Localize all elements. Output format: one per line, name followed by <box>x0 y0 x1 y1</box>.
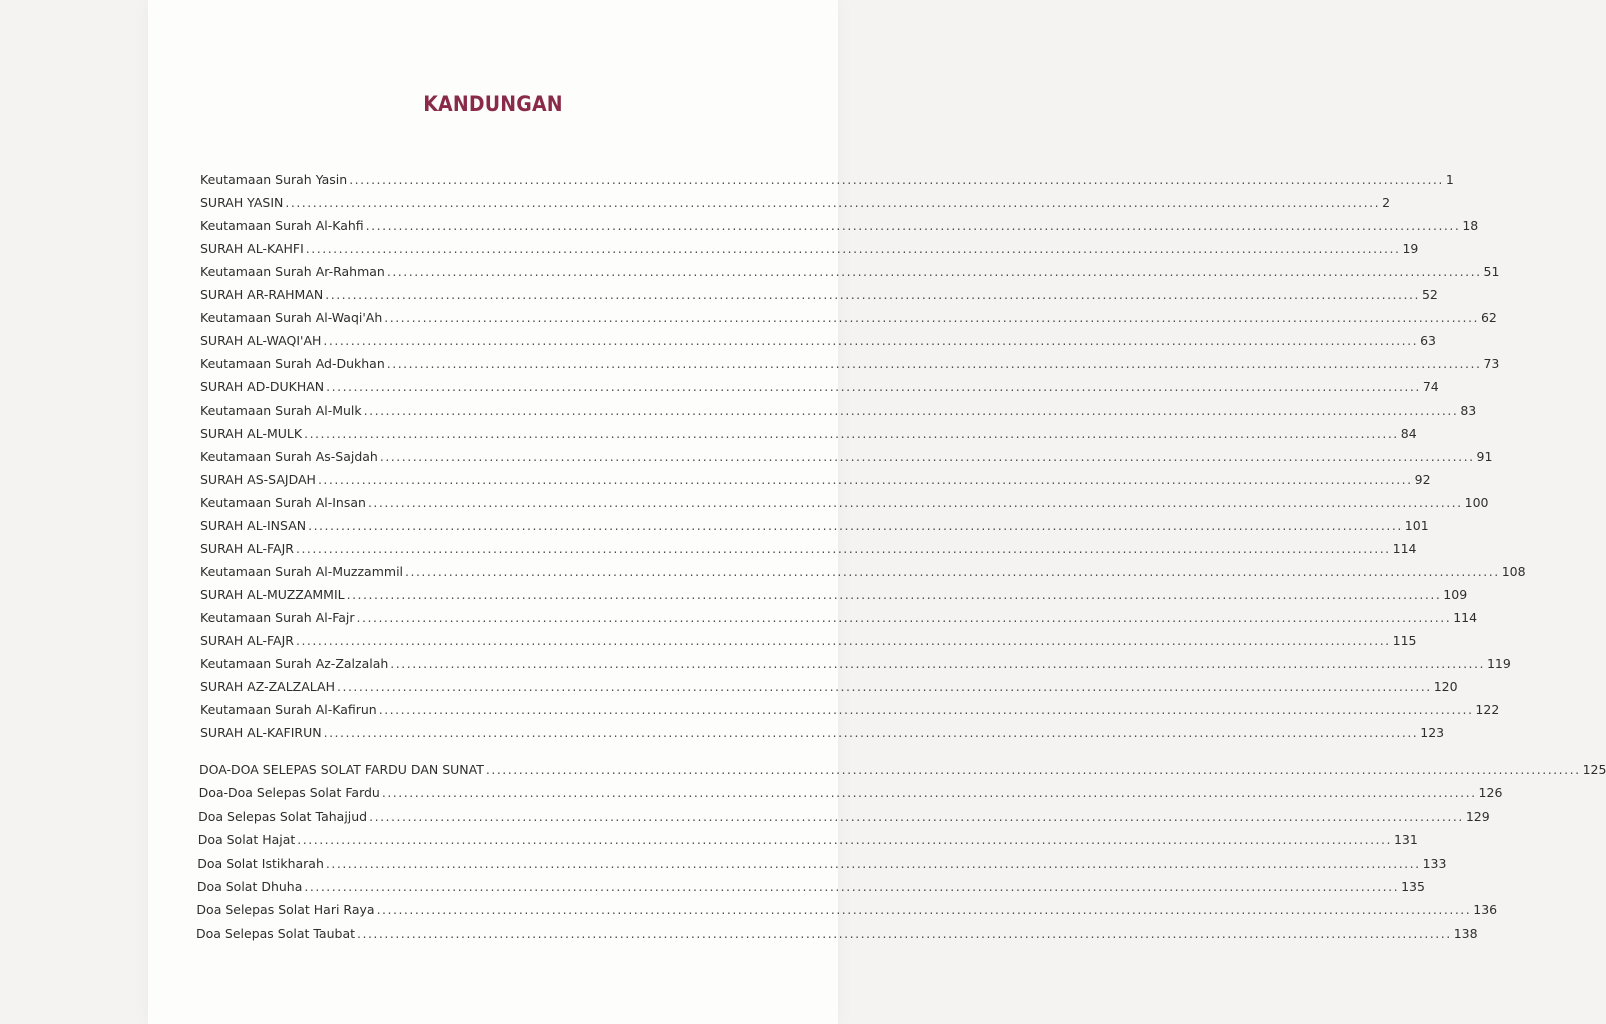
toc-page-number: 92 <box>1414 471 1431 487</box>
toc-dot-leader: ........................................................................................................................................................................................................ <box>295 633 1391 648</box>
toc-page-number: 138 <box>1453 925 1478 941</box>
toc-page-number: 83 <box>1460 402 1477 418</box>
toc-dot-leader: ........................................................................................................................................................................................................ <box>308 517 1403 533</box>
toc-entry-title: Doa-Doa Selepas Solat Fardu <box>198 785 380 801</box>
toc-entry-title: Keutamaan Surah Al-Muzzammil <box>200 563 404 579</box>
toc-dot-leader: ........................................................................................................................................................................................................ <box>305 241 1401 257</box>
toc-entry-title: Keutamaan Surah Al-Kahfi <box>200 218 364 234</box>
toc-entry-title: Keutamaan Surah Al-Mulk <box>200 402 362 418</box>
toc-entry <box>200 656 1511 672</box>
toc-page-number: 122 <box>1475 702 1500 718</box>
toc-page-number: 120 <box>1433 679 1458 695</box>
toc-dot-leader: ........................................................................................................................................................................................................ <box>337 679 1432 695</box>
toc-page-number: 2 <box>1382 195 1391 211</box>
toc-entry-title: SURAH AZ-ZALZALAH <box>200 679 335 695</box>
table-of-contents <box>148 0 1606 1024</box>
toc-dot-leader: ........................................................................................................................................................................................................ <box>325 855 1421 871</box>
toc-entry-title: Keutamaan Surah Al-Kafirun <box>200 702 377 718</box>
toc-entry-title: SURAH AL-WAQI'AH <box>200 333 322 349</box>
toc-dot-leader: ........................................................................................................................................................................................................ <box>323 725 1419 741</box>
toc-page-number: 91 <box>1476 448 1493 464</box>
toc-page-number: 135 <box>1401 879 1425 894</box>
toc-entry-title: SURAH AL-MULK <box>200 425 303 441</box>
toc-entry-title: SURAH AL-FAJR <box>200 540 294 556</box>
toc-entry-title: SURAH AL-KAFIRUN <box>200 725 322 741</box>
toc-dot-leader: ........................................................................................................................................................................................................ <box>304 425 1399 441</box>
toc-dot-leader: ........................................................................................................................................................................................................ <box>485 762 1581 777</box>
toc-entry <box>200 540 1417 557</box>
toc-entry <box>199 762 1606 778</box>
toc-entry-title: SURAH AL-KAHFI <box>200 241 304 257</box>
toc-entry <box>200 287 1438 303</box>
toc-entry-title: Doa Selepas Solat Hari Raya <box>196 902 375 918</box>
toc-entry <box>200 725 1445 741</box>
toc-entry-title: Keutamaan Surah Al-Fajr <box>200 609 355 625</box>
toc-entry-title: Keutamaan Surah Al-Insan <box>200 494 366 510</box>
toc-entry <box>200 517 1429 534</box>
toc-page-number: 1 <box>1445 172 1454 187</box>
toc-page-number: 84 <box>1400 425 1417 441</box>
toc-dot-leader: ........................................................................................................................................................................................................ <box>376 902 1472 918</box>
toc-entry <box>200 633 1417 649</box>
toc-dot-leader: ........................................................................................................................................................................................................ <box>295 540 1391 556</box>
toc-dot-leader: ........................................................................................................................................................................................................ <box>349 172 1444 187</box>
toc-page-number: 133 <box>1422 855 1447 871</box>
toc-entry-title: SURAH AR-RAHMAN <box>200 287 324 303</box>
toc-page-number: 52 <box>1421 287 1438 303</box>
toc-page-number: 119 <box>1486 656 1511 672</box>
toc-dot-leader: ........................................................................................................................................................................................................ <box>405 563 1500 579</box>
toc-entry-title: Keutamaan Surah Ad-Dukhan <box>200 356 385 372</box>
toc-entry-title: SURAH AL-FAJR <box>200 633 294 648</box>
toc-entry <box>200 241 1419 257</box>
toc-entry <box>200 379 1439 395</box>
toc-entry <box>200 310 1497 326</box>
toc-entry <box>200 609 1478 626</box>
toc-dot-leader: ........................................................................................................................................................................................................ <box>378 702 1474 718</box>
toc-dot-leader: ........................................................................................................................................................................................................ <box>346 586 1442 602</box>
toc-dot-leader: ........................................................................................................................................................................................................ <box>285 195 1381 211</box>
toc-page-number: 108 <box>1501 563 1526 579</box>
toc-dot-leader: ........................................................................................................................................................................................................ <box>386 356 1482 372</box>
toc-entry <box>200 679 1458 695</box>
toc-entry-title: SURAH AD-DUKHAN <box>200 379 325 395</box>
toc-entry-title: Keutamaan Surah Al-Waqi'Ah <box>200 310 383 326</box>
toc-entry-title: Doa Solat Hajat <box>197 832 296 848</box>
toc-dot-leader: ........................................................................................................................................................................................................ <box>357 925 1452 941</box>
toc-entry <box>200 333 1436 349</box>
book-page <box>148 0 1606 1024</box>
toc-entry-title: Keutamaan Surah As-Sajdah <box>200 448 378 464</box>
toc-entry-title: Doa Selepas Solat Tahajjud <box>198 808 368 824</box>
toc-entry <box>196 879 1425 895</box>
toc-page-number: 62 <box>1480 310 1497 326</box>
toc-entry <box>197 832 1418 848</box>
toc-entry <box>200 195 1391 211</box>
toc-dot-leader: ........................................................................................................................................................................................................ <box>317 471 1413 487</box>
toc-entry <box>200 702 1500 718</box>
toc-entry <box>196 925 1478 942</box>
toc-entry-title: SURAH YASIN <box>200 195 284 211</box>
toc-dot-leader: ........................................................................................................................................................................................................ <box>356 609 1452 625</box>
toc-dot-leader: ........................................................................................................................................................................................................ <box>369 808 1464 824</box>
toc-entry <box>200 586 1468 603</box>
toc-entry-title: Keutamaan Surah Ar-Rahman <box>200 264 385 280</box>
toc-entry-title: Doa Solat Dhuha <box>196 879 303 894</box>
toc-entry <box>200 448 1493 465</box>
toc-page-number: 129 <box>1465 808 1490 824</box>
toc-dot-leader: ........................................................................................................................................................................................................ <box>386 264 1482 280</box>
toc-entry <box>200 172 1454 188</box>
toc-entry-title: SURAH AL-MUZZAMMIL <box>200 586 345 602</box>
toc-dot-leader: ........................................................................................................................................................................................................ <box>384 310 1479 326</box>
toc-page-number: 100 <box>1464 494 1489 510</box>
toc-page-number: 109 <box>1443 586 1468 602</box>
toc-entry-title: DOA-DOA SELEPAS SOLAT FARDU DAN SUNAT <box>199 762 484 777</box>
toc-entry <box>200 218 1479 234</box>
toc-page-number: 74 <box>1422 379 1439 395</box>
toc-entry <box>200 471 1431 488</box>
toc-entry <box>200 494 1489 511</box>
toc-page-number: 19 <box>1402 241 1419 257</box>
toc-dot-leader: ........................................................................................................................................................................................................ <box>379 448 1475 464</box>
toc-dot-leader: ........................................................................................................................................................................................................ <box>304 879 1400 894</box>
toc-entry-title: SURAH AL-INSAN <box>200 517 307 533</box>
toc-entry-title: Keutamaan Surah Yasin <box>200 172 348 187</box>
toc-entry <box>200 356 1500 372</box>
page-title: KANDUNGAN <box>423 92 563 116</box>
toc-page-number: 123 <box>1420 725 1445 741</box>
toc-entry <box>196 902 1498 918</box>
toc-entry-title: Doa Selepas Solat Taubat <box>196 925 356 941</box>
toc-dot-leader: ........................................................................................................................................................................................................ <box>363 402 1459 418</box>
toc-page-number: 136 <box>1473 902 1498 918</box>
toc-page-number: 114 <box>1392 540 1417 556</box>
toc-page-number: 63 <box>1420 333 1436 349</box>
toc-dot-leader: ........................................................................................................................................................................................................ <box>381 785 1477 801</box>
toc-dot-leader: ........................................................................................................................................................................................................ <box>323 333 1419 349</box>
toc-entry <box>200 563 1526 580</box>
toc-page-number: 126 <box>1478 785 1503 801</box>
toc-page-number: 101 <box>1404 517 1429 533</box>
toc-entry <box>200 425 1417 442</box>
toc-page-number: 131 <box>1393 832 1418 848</box>
toc-page-number: 73 <box>1483 356 1500 372</box>
toc-entry <box>198 785 1503 801</box>
toc-dot-leader: ........................................................................................................................................................................................................ <box>365 218 1461 234</box>
toc-dot-leader: ........................................................................................................................................................................................................ <box>390 656 1485 672</box>
toc-page-number: 125 <box>1582 762 1606 777</box>
toc-dot-leader: ........................................................................................................................................................................................................ <box>297 832 1392 848</box>
toc-entry-title: Doa Solat Istikharah <box>197 855 324 871</box>
toc-entry <box>198 808 1490 825</box>
toc-page-number: 51 <box>1483 264 1500 280</box>
toc-entry-title: SURAH AS-SAJDAH <box>200 471 316 487</box>
toc-page-number: 114 <box>1453 609 1478 625</box>
toc-entry <box>200 264 1500 280</box>
toc-entry <box>200 402 1477 419</box>
toc-dot-leader: ........................................................................................................................................................................................................ <box>325 287 1420 303</box>
toc-page-number: 115 <box>1392 633 1417 648</box>
toc-page-number: 18 <box>1462 218 1479 234</box>
toc-entry <box>197 855 1447 872</box>
toc-dot-leader: ........................................................................................................................................................................................................ <box>326 379 1421 395</box>
toc-dot-leader: ........................................................................................................................................................................................................ <box>367 494 1463 510</box>
toc-entry-title: Keutamaan Surah Az-Zalzalah <box>200 656 389 672</box>
